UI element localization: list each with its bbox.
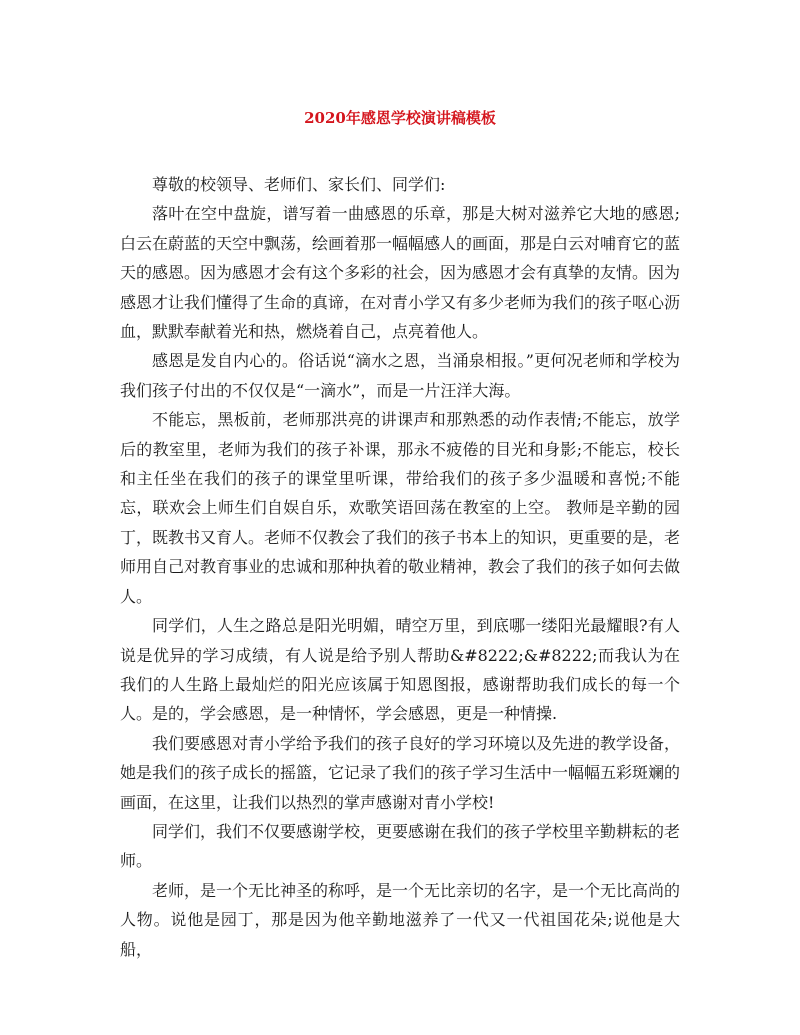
paragraph-4: 同学们，人生之路总是阳光明媚，晴空万里，到底哪一缕阳光最耀眼?有人说是优异的学习成绩，有人说是给予别人帮助&#8222;&#8222;而我认为在我们的人生路上最灿烂的阳光应该属于知恩图报，感谢帮助我们成长的每一个人。是的，学会感恩，是一种情怀，学会感恩，更是一种情操. [120,616,680,724]
paragraph-2: 感恩是发自内心的。俗话说“滴水之恩，当涌泉相报。”更何况老师和学校为我们孩子付出的不仅仅是“一滴水”，而是一片汪洋大海。 [120,351,680,400]
paragraph-5: 我们要感恩对青小学给予我们的孩子良好的学习环境以及先进的教学设备，她是我们的孩子成长的摇篮，它记录了我们的孩子学习生活中一幅幅五彩斑斓的画面，在这里，让我们以热烈的掌声感谢对青小学校! [120,733,681,812]
paragraph-greeting: 尊敬的校领导、老师们、家长们、同学们: [152,175,446,194]
paragraph-3: 不能忘，黑板前，老师那洪亮的讲课声和那熟悉的动作表情;不能忘，放学后的教室里，老师为我们的孩子补课，那永不疲倦的目光和身影;不能忘，校长和主任坐在我们的孩子的课堂里听课，带给我们的孩子多少温暖和喜悦;不能忘，联欢会上师生们自娱自乐，欢歌笑语回荡在教室的上空。 教师是辛勤的园丁，既教书又育人。老师不仅教会了我们的孩子书本上的知识，更重要的是，老师用自己对教育事业的忠诚和那种执着的敬业精神，教会了我们的孩子如何去做人。 [120,410,681,606]
document-body [120,170,680,964]
document-title: 2020年感恩学校演讲稿模板 [304,109,496,127]
paragraph-6: 同学们，我们不仅要感谢学校，更要感谢在我们的孩子学校里辛勤耕耘的老师。 [120,821,681,871]
paragraph-7: 老师，是一个无比神圣的称呼，是一个无比亲切的名字，是一个无比高尚的人物。说他是园丁，那是因为他辛勤地滋养了一代又一代祖国花朵;说他是大船， [120,880,681,959]
paragraph-1: 落叶在空中盘旋，谱写着一曲感恩的乐章，那是大树对滋养它大地的感恩;白云在蔚蓝的天空中飘荡，绘画着那一幅幅感人的画面，那是白云对哺育它的蓝天的感恩。因为感恩才会有这个多彩的社会，因为感恩才会有真挚的友情。因为感恩才让我们懂得了生命的真谛，在对青小学又有多少老师为我们的孩子呕心沥血，默默奉献着光和热，燃烧着自己，点亮着他人。 [120,204,681,342]
